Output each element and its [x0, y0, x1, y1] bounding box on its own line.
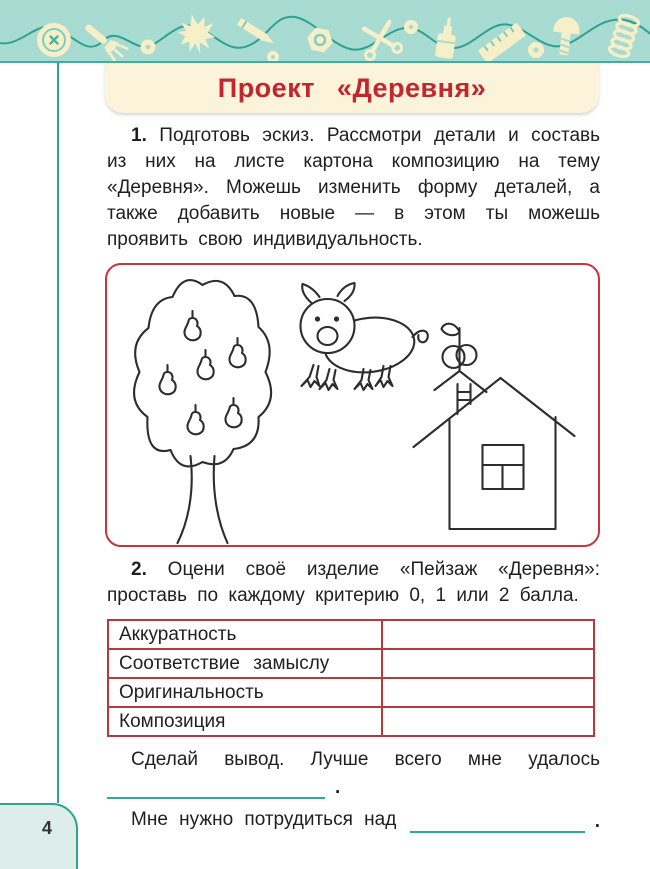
criterion-label: Соответствие замыслу: [108, 649, 382, 678]
screw-icon: [551, 16, 581, 57]
page-number-tab: [0, 803, 78, 869]
scissors-icon: [359, 21, 403, 61]
table-row: [108, 649, 594, 678]
bead-icon: [404, 20, 418, 34]
page-title-text: Проект «Деревня»: [217, 72, 487, 103]
conclusion-line-2: [107, 807, 600, 833]
score-cell[interactable]: [382, 649, 594, 678]
table-row: [108, 707, 594, 736]
period: .: [335, 777, 341, 798]
score-cell[interactable]: [382, 678, 594, 707]
table-row: [108, 620, 594, 649]
pear-tree-drawing: [134, 280, 271, 543]
glue-icon: [435, 18, 458, 59]
conclusion-line-1: Сделай вывод. Лучше всего мне удалось: [131, 749, 600, 770]
paintbrush-icon: [80, 19, 128, 61]
task-1-text: Подготовь эскиз. Рассмотри детали и составь из них на листе картона композицию на тему «Деревня». Можешь изменить форму деталей, а также добавить новые — в этом ты можешь проявить свою индивидуальность.: [107, 125, 601, 250]
craft-icons-strip: [0, 0, 650, 61]
house-drawing: [414, 324, 575, 529]
nut-icon: [305, 26, 335, 54]
maple-leaf-icon: [174, 10, 219, 57]
score-cell[interactable]: [382, 620, 594, 649]
criterion-label: Композиция: [108, 707, 382, 736]
answer-blank-2[interactable]: [410, 815, 584, 833]
margin-rule: [57, 63, 59, 803]
bead-icon: [528, 42, 544, 58]
conclusion-line-2-text: Мне нужно потрудиться над: [131, 809, 397, 830]
period: .: [594, 811, 600, 832]
bead-icon: [141, 40, 156, 55]
criteria-table: [107, 619, 595, 737]
task-1-paragraph: [107, 123, 600, 253]
criterion-label: Аккуратность: [108, 620, 382, 649]
main-content: [107, 120, 600, 833]
criterion-label: Оригинальность: [108, 678, 382, 707]
pig-drawing: [301, 283, 428, 390]
task-2-paragraph: [107, 557, 600, 609]
task-2-number: 2.: [131, 559, 147, 580]
answer-blank-1[interactable]: [107, 781, 325, 799]
task-1-number: 1.: [131, 125, 147, 146]
table-row: [108, 678, 594, 707]
header-banner: [0, 0, 650, 63]
score-cell[interactable]: [382, 707, 594, 736]
task-2-text: Оцени своё изделие «Пейзаж «Деревня»: проставь по каждому критерию 0, 1 или 2 балла.: [107, 559, 600, 606]
ruler-icon: [478, 22, 526, 61]
button-icon: [37, 23, 71, 57]
page-number: 4: [42, 818, 53, 838]
page-title: [105, 63, 599, 113]
sketch-frame: [105, 263, 600, 547]
conclusion-blank-row: [107, 775, 600, 799]
bead-icon: [267, 51, 279, 61]
